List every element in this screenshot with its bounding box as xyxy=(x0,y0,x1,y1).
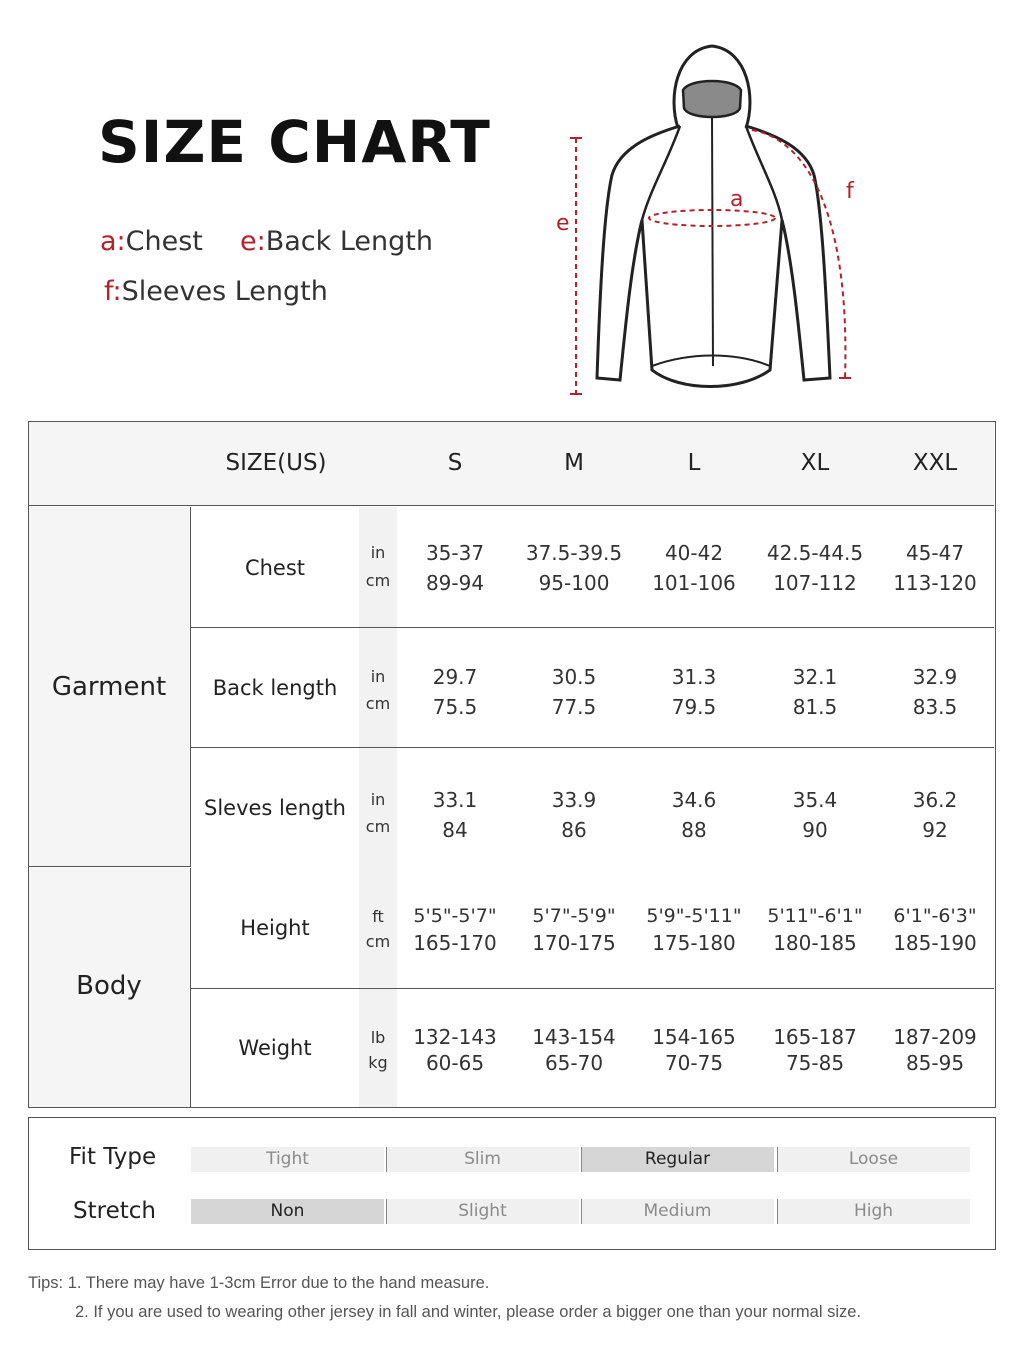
table-cell: 165-187 xyxy=(773,1025,857,1049)
stretch-option-medium: Medium xyxy=(581,1199,774,1224)
tips-text-2: 2. If you are used to wearing other jersey in fall and winter, please order a bigger one than your normal size. xyxy=(75,1303,862,1321)
stretch-option-slight: Slight xyxy=(386,1199,579,1224)
row-label-chest: Chest xyxy=(244,556,306,580)
header-size-s: S xyxy=(447,450,463,476)
legend-sleeves-length xyxy=(104,276,328,307)
legend-key-a: a: xyxy=(100,226,126,257)
fit-type-label: Fit Type xyxy=(69,1144,157,1170)
tips-text-1: 1. There may have 1-3cm Error due to the hand measure. xyxy=(67,1274,490,1292)
legend-chest xyxy=(100,226,203,257)
fit-stretch-panel xyxy=(28,1117,996,1250)
legend-label-sleeves-length: Sleeves Length xyxy=(121,276,328,307)
table-cell: 34.6 xyxy=(671,788,717,812)
unit-lb: lb xyxy=(370,1028,386,1047)
bar-separator xyxy=(581,1199,582,1224)
table-cell: 75.5 xyxy=(432,695,478,719)
table-cell: 79.5 xyxy=(671,695,717,719)
fit-option-slim: Slim xyxy=(386,1147,579,1172)
stretch-option-high: High xyxy=(777,1199,970,1224)
bar-separator xyxy=(777,1199,778,1224)
fit-option-loose: Loose xyxy=(777,1147,970,1172)
header-size-xxl: XXL xyxy=(912,450,958,476)
unit-cm: cm xyxy=(365,817,391,836)
table-cell: 5'11"-6'1" xyxy=(767,905,863,927)
tips-line-1 xyxy=(28,1274,489,1293)
table-cell: 29.7 xyxy=(432,665,478,689)
table-cell: 36.2 xyxy=(912,788,958,812)
fit-option-regular: Regular xyxy=(581,1147,774,1172)
legend-key-f: f: xyxy=(104,276,122,307)
header-size-m: M xyxy=(564,450,584,476)
table-cell: 187-209 xyxy=(893,1025,977,1049)
table-cell: 180-185 xyxy=(773,931,857,955)
row-label-sleves-length: Sleves length xyxy=(204,796,346,820)
legend-label-chest: Chest xyxy=(125,226,203,257)
table-cell: 81.5 xyxy=(792,695,838,719)
table-cell: 95-100 xyxy=(538,571,610,595)
header-size-xl: XL xyxy=(800,450,830,476)
row-divider xyxy=(191,627,994,628)
unit-cm: cm xyxy=(365,571,391,590)
table-cell: 89-94 xyxy=(425,571,485,595)
table-cell: 90 xyxy=(802,818,828,842)
jacket-diagram xyxy=(540,40,870,400)
table-cell: 88 xyxy=(681,818,707,842)
size-table xyxy=(28,421,996,1108)
table-cell: 45-47 xyxy=(905,541,965,565)
table-cell: 85-95 xyxy=(905,1051,965,1075)
table-cell: 65-70 xyxy=(544,1051,604,1075)
unit-in: in xyxy=(370,543,386,562)
legend-label-back-length: Back Length xyxy=(265,226,433,257)
table-cell: 31.3 xyxy=(671,665,717,689)
unit-in: in xyxy=(370,790,386,809)
table-cell: 170-175 xyxy=(532,931,616,955)
row-label-weight: Weight xyxy=(238,1036,312,1060)
diagram-label-a: a xyxy=(730,187,744,212)
table-cell: 33.1 xyxy=(432,788,478,812)
bar-separator xyxy=(581,1147,582,1172)
table-cell: 84 xyxy=(442,818,468,842)
table-cell: 143-154 xyxy=(532,1025,616,1049)
bar-separator xyxy=(777,1147,778,1172)
group-label-garment: Garment xyxy=(51,672,167,702)
stretch-option-non: Non xyxy=(191,1199,384,1224)
table-cell: 42.5-44.5 xyxy=(766,541,864,565)
table-cell: 175-180 xyxy=(652,931,736,955)
unit-ft: ft xyxy=(372,907,384,926)
header-size-l: L xyxy=(687,450,701,476)
table-cell: 35-37 xyxy=(425,541,485,565)
table-cell: 165-170 xyxy=(413,931,497,955)
table-cell: 113-120 xyxy=(893,571,977,595)
row-divider xyxy=(191,747,994,748)
row-label-height: Height xyxy=(240,916,310,940)
tips-line-2 xyxy=(75,1303,861,1322)
table-cell: 32.9 xyxy=(912,665,958,689)
table-cell: 83.5 xyxy=(912,695,958,719)
table-cell: 32.1 xyxy=(792,665,838,689)
legend-back-length xyxy=(240,226,433,257)
row-divider xyxy=(191,988,994,989)
bar-separator xyxy=(386,1199,387,1224)
tips-label: Tips: xyxy=(28,1274,64,1292)
row-label-back-length: Back length xyxy=(212,676,338,700)
table-cell: 185-190 xyxy=(893,931,977,955)
stretch-label: Stretch xyxy=(73,1198,156,1224)
diagram-label-f: f xyxy=(846,179,854,204)
table-cell: 92 xyxy=(922,818,948,842)
table-cell: 30.5 xyxy=(551,665,597,689)
unit-kg: kg xyxy=(368,1053,388,1072)
legend-key-e: e: xyxy=(240,226,266,257)
table-cell: 132-143 xyxy=(413,1025,497,1049)
table-cell: 5'7"-5'9" xyxy=(532,905,616,927)
table-cell: 6'1"-6'3" xyxy=(893,905,977,927)
fit-option-tight: Tight xyxy=(191,1147,384,1172)
table-cell: 107-112 xyxy=(773,571,857,595)
diagram-label-e: e xyxy=(556,211,570,236)
page-title: SIZE CHART xyxy=(98,108,491,176)
unit-cm: cm xyxy=(365,932,391,951)
table-cell: 154-165 xyxy=(652,1025,736,1049)
table-cell: 60-65 xyxy=(425,1051,485,1075)
table-cell: 5'9"-5'11" xyxy=(646,905,742,927)
header-size-us: SIZE(US) xyxy=(225,450,327,476)
jacket-illustration xyxy=(540,40,870,400)
table-cell: 33.9 xyxy=(551,788,597,812)
table-cell: 70-75 xyxy=(664,1051,724,1075)
unit-cm: cm xyxy=(365,694,391,713)
table-cell: 40-42 xyxy=(664,541,724,565)
table-cell: 37.5-39.5 xyxy=(525,541,623,565)
table-cell: 77.5 xyxy=(551,695,597,719)
table-cell: 101-106 xyxy=(652,571,736,595)
table-cell: 86 xyxy=(561,818,587,842)
table-cell: 5'5"-5'7" xyxy=(413,905,497,927)
group-label-body: Body xyxy=(76,971,142,1001)
table-cell: 75-85 xyxy=(785,1051,845,1075)
unit-in: in xyxy=(370,667,386,686)
table-cell: 35.4 xyxy=(792,788,838,812)
bar-separator xyxy=(386,1147,387,1172)
